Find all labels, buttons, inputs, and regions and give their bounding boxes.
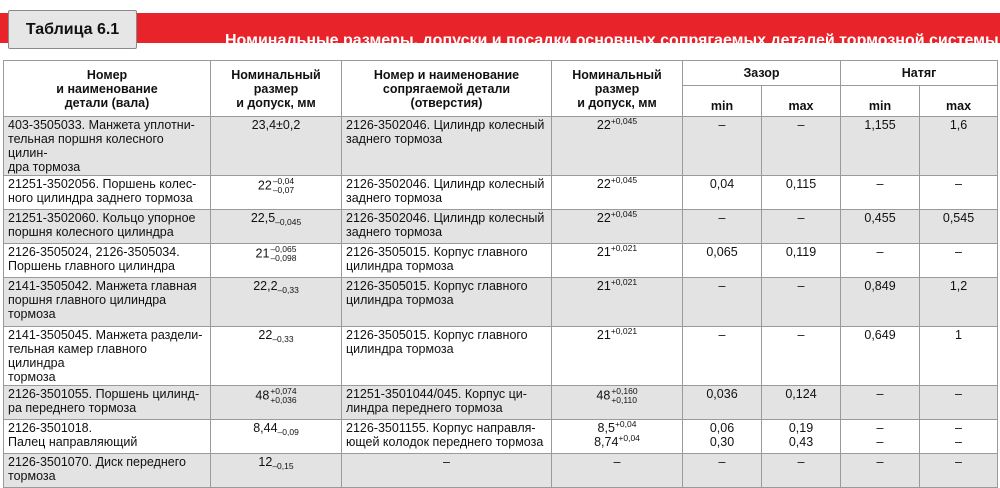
ss-size-value <box>215 211 337 225</box>
ss-size-cell <box>211 278 342 327</box>
interference-max: 1 <box>955 328 962 342</box>
header-clearance-max: max <box>762 86 841 117</box>
fits-table <box>3 60 998 488</box>
clearance-min-cell <box>683 278 762 327</box>
hole-name: 2126-3505015. Корпус главного цилиндра тормоза <box>346 328 528 356</box>
ss-size-base: 12 <box>258 455 273 469</box>
shaft-name: 2126-3501070. Диск переднего тормоза <box>8 455 186 483</box>
ss-size-cell <box>211 176 342 210</box>
hs-size-base: 21 <box>596 328 611 342</box>
shaft-name-cell <box>4 327 211 386</box>
ss-size-base: 23,4±0,2 <box>251 118 301 132</box>
interference-max: – – <box>955 421 962 449</box>
clearance-min: 0,036 <box>706 387 738 401</box>
clearance-min-cell <box>683 244 762 278</box>
shaft-name-cell <box>4 117 211 176</box>
ss-size-value <box>215 328 337 342</box>
interference-min-cell <box>841 386 920 420</box>
interference-max-cell <box>920 327 998 386</box>
table-row <box>4 327 998 386</box>
interference-min: 0,455 <box>864 211 896 225</box>
header-clearance-min: min <box>683 86 762 117</box>
clearance-min: 0,065 <box>706 245 738 259</box>
hs-size-cell <box>552 117 683 176</box>
ss-size-value <box>215 279 337 293</box>
ss-tolerance-lower: –0,33 <box>277 285 299 295</box>
shaft-name-cell <box>4 454 211 488</box>
ss-tolerance-lower: –0,098 <box>270 253 297 263</box>
hole-name-cell <box>342 454 552 488</box>
shaft-name-cell <box>4 278 211 327</box>
ss-tolerance-lower: –0,045 <box>275 217 302 227</box>
table-row <box>4 386 998 420</box>
clearance-min-cell <box>683 420 762 454</box>
hole-name: 2126-3505015. Корпус главного цилиндра тормоза <box>346 279 528 307</box>
interference-min: – <box>876 387 884 401</box>
interference-min: – <box>876 177 884 191</box>
clearance-max: – <box>797 279 805 293</box>
clearance-min: 0,04 <box>709 177 735 191</box>
shaft-name: 21251-3502056. Поршень колес- ного цилиндра заднего тормоза <box>8 177 197 205</box>
interference-max-cell <box>920 420 998 454</box>
interference-max-cell <box>920 386 998 420</box>
hs-size-value <box>556 435 678 449</box>
interference-max: – <box>955 177 962 191</box>
interference-max: 1,2 <box>949 279 968 293</box>
clearance-min: 0,06 0,30 <box>709 421 735 449</box>
interference-min: – <box>876 245 884 259</box>
ss-size-cell <box>211 386 342 420</box>
table-title: Номинальные размеры, допуски и посадки основных сопрягаемых деталей тормозной системы <box>225 32 999 49</box>
clearance-max-cell <box>762 420 841 454</box>
interference-max: – <box>955 387 962 401</box>
clearance-max-cell <box>762 278 841 327</box>
header-interference: Натяг <box>841 61 998 86</box>
shaft-name: 2141-3505042. Манжета главная поршня главного цилиндра тормоза <box>8 279 197 321</box>
header-interference-max: max <box>920 86 998 117</box>
hs-size-cell <box>552 454 683 488</box>
table-row <box>4 176 998 210</box>
ss-size-base: 22 <box>258 328 273 342</box>
clearance-max-cell <box>762 176 841 210</box>
hs-size-value <box>556 118 678 132</box>
interference-min: 0,649 <box>864 328 896 342</box>
header-shaft: Номер и наименование детали (вала) <box>4 61 211 117</box>
clearance-min: – <box>718 328 726 342</box>
clearance-max: – <box>797 211 805 225</box>
ss-size-base: 22 <box>257 178 272 193</box>
clearance-min: – <box>718 455 726 469</box>
hs-tolerance-upper: +0,045 <box>610 175 638 185</box>
clearance-min-cell <box>683 117 762 176</box>
hs-size-cell <box>552 386 683 420</box>
table-row <box>4 278 998 327</box>
hs-size-value <box>556 211 678 225</box>
hs-size-value <box>556 245 678 259</box>
hs-size-cell <box>552 327 683 386</box>
hole-name: 2126-3505015. Корпус главного цилиндра тормоза <box>346 245 528 273</box>
clearance-min-cell <box>683 454 762 488</box>
hole-name: 2126-3502046. Цилиндр колесный заднего тормоза <box>346 211 545 239</box>
table-number-label: Таблица 6.1 <box>8 10 137 49</box>
ss-tolerance <box>270 245 296 263</box>
ss-tolerance-upper: +0,074 <box>270 386 297 396</box>
header-clearance: Зазор <box>683 61 841 86</box>
clearance-max-cell <box>762 210 841 244</box>
hs-size-base: 21 <box>596 245 611 259</box>
interference-min: 1,155 <box>864 118 896 132</box>
hole-name-cell <box>342 176 552 210</box>
hs-size-value <box>556 177 678 191</box>
interference-min: – – <box>876 421 884 449</box>
hole-name-cell <box>342 420 552 454</box>
table-body <box>4 117 998 488</box>
shaft-name: 403-3505033. Манжета уплотни- тельная поршня колесного цилин- дра тормоза <box>8 118 195 174</box>
shaft-name: 2126-3501018. Палец направляющий <box>8 421 138 449</box>
hs-size-cell <box>552 210 683 244</box>
shaft-name-cell <box>4 210 211 244</box>
hole-name: 2126-3501155. Корпус направля- ющей колодок переднего тормоза <box>346 421 544 449</box>
interference-min-cell <box>841 117 920 176</box>
ss-tolerance <box>270 387 296 405</box>
interference-min-cell <box>841 278 920 327</box>
ss-size-cell <box>211 244 342 278</box>
hole-name-cell <box>342 210 552 244</box>
ss-size-cell <box>211 327 342 386</box>
interference-max-cell <box>920 244 998 278</box>
shaft-name: 2126-3501055. Поршень цилинд- ра переднего тормоза <box>8 387 200 415</box>
hs-size-value <box>556 328 678 342</box>
ss-tolerance-lower: +0,036 <box>270 395 297 405</box>
clearance-max: – <box>797 328 805 342</box>
table-header-bar <box>0 0 1000 60</box>
hs-size-cell <box>552 420 683 454</box>
clearance-min-cell <box>683 327 762 386</box>
hs-tolerance-upper: +0,04 <box>618 433 640 443</box>
ss-tolerance-upper: –0,065 <box>270 244 297 254</box>
interference-max-cell <box>920 117 998 176</box>
ss-size-value <box>215 245 337 263</box>
hs-size-cell <box>552 278 683 327</box>
hs-tolerance-upper: +0,021 <box>610 243 638 253</box>
shaft-name-cell <box>4 244 211 278</box>
title-band <box>0 13 1000 49</box>
interference-max: 1,6 <box>949 118 968 132</box>
hs-size-base: 22 <box>596 177 611 191</box>
ss-size-cell <box>211 420 342 454</box>
header-interference-min: min <box>841 86 920 117</box>
ss-size-base: 22,5 <box>250 211 276 225</box>
hs-size-value <box>556 387 678 405</box>
ss-size-cell <box>211 210 342 244</box>
interference-max-cell <box>920 454 998 488</box>
ss-tolerance-upper: –0,04 <box>272 176 295 186</box>
clearance-max: – <box>797 118 805 132</box>
ss-size-value <box>215 455 337 469</box>
interference-max-cell <box>920 278 998 327</box>
hole-name: 2126-3502046. Цилиндр колесный заднего тормоза <box>346 118 545 146</box>
shaft-name-cell <box>4 386 211 420</box>
hs-size-base: 8,5 <box>597 421 615 435</box>
clearance-max-cell <box>762 454 841 488</box>
clearance-max: 0,124 <box>785 387 817 401</box>
hs-tolerance-upper: +0,021 <box>610 326 638 336</box>
hs-size-base: 21 <box>596 279 611 293</box>
ss-size-value <box>215 118 337 132</box>
hole-name: 21251-3501044/045. Корпус ци- линдра переднего тормоза <box>346 387 527 415</box>
hs-tolerance-lower: +0,110 <box>611 395 637 405</box>
clearance-min: – <box>718 118 726 132</box>
shaft-name: 21251-3502060. Кольцо упорное поршня колесного цилиндра <box>8 211 196 239</box>
hole-name-cell <box>342 386 552 420</box>
header-shaft-size: Номинальный размер и допуск, мм <box>211 61 342 117</box>
interference-min-cell <box>841 210 920 244</box>
hs-size-base: – <box>613 455 621 469</box>
ss-size-cell <box>211 454 342 488</box>
interference-min-cell <box>841 244 920 278</box>
ss-size-base: 21 <box>255 246 270 261</box>
hole-name-cell <box>342 117 552 176</box>
hs-size-cell <box>552 176 683 210</box>
clearance-max-cell <box>762 117 841 176</box>
table-row <box>4 210 998 244</box>
ss-size-value <box>215 177 337 195</box>
ss-tolerance-lower: –0,33 <box>272 334 294 344</box>
interference-min-cell <box>841 420 920 454</box>
hole-name-cell <box>342 244 552 278</box>
hole-name-cell <box>342 278 552 327</box>
header-hole: Номер и наименование сопрягаемой детали (отверстия) <box>342 61 552 117</box>
ss-size-base: 22,2 <box>253 279 278 293</box>
hole-name: – <box>443 455 450 469</box>
shaft-name: 2141-3505045. Манжета раздели- тельная камер главного цилиндра тормоза <box>8 328 203 384</box>
clearance-max: 0,119 <box>785 245 817 259</box>
clearance-min-cell <box>683 176 762 210</box>
clearance-min-cell <box>683 210 762 244</box>
hole-name: 2126-3502046. Цилиндр колесный заднего тормоза <box>346 177 545 205</box>
header-hole-size: Номинальный размер и допуск, мм <box>552 61 683 117</box>
hs-size-base: 48 <box>596 388 611 403</box>
interference-max-cell <box>920 210 998 244</box>
interference-max: – <box>955 455 962 469</box>
interference-min: 0,849 <box>864 279 896 293</box>
ss-size-value <box>215 387 337 405</box>
clearance-max-cell <box>762 244 841 278</box>
interference-max: – <box>955 245 962 259</box>
hs-tolerance <box>611 387 637 405</box>
hs-size-base: 22 <box>596 118 611 132</box>
interference-max-cell <box>920 176 998 210</box>
clearance-min: – <box>718 279 726 293</box>
hs-tolerance-upper: +0,04 <box>614 419 637 429</box>
ss-tolerance <box>273 177 294 195</box>
ss-size-base: 48 <box>255 388 270 403</box>
interference-max: 0,545 <box>942 211 975 225</box>
shaft-name: 2126-3505024, 2126-3505034. Поршень главного цилиндра <box>8 245 180 273</box>
hs-size-value <box>556 421 678 435</box>
interference-min: – <box>876 455 884 469</box>
hs-tolerance-upper: +0,045 <box>610 116 638 126</box>
shaft-name-cell <box>4 420 211 454</box>
ss-size-cell <box>211 117 342 176</box>
table-row <box>4 454 998 488</box>
ss-size-base: 8,44 <box>253 421 278 435</box>
hs-size-value <box>556 279 678 293</box>
table-row <box>4 244 998 278</box>
interference-min-cell <box>841 327 920 386</box>
clearance-min-cell <box>683 386 762 420</box>
hs-size-base: 22 <box>596 211 611 225</box>
clearance-max: – <box>797 455 805 469</box>
ss-tolerance-lower: –0,09 <box>277 427 299 437</box>
hs-tolerance-upper: +0,045 <box>610 209 638 219</box>
ss-size-value <box>215 421 337 435</box>
clearance-min: – <box>718 211 726 225</box>
hs-tolerance-upper: +0,021 <box>610 277 638 287</box>
ss-tolerance-lower: –0,15 <box>272 461 294 471</box>
interference-min-cell <box>841 176 920 210</box>
table-row <box>4 117 998 176</box>
clearance-max: 0,19 0,43 <box>788 421 814 449</box>
shaft-name-cell <box>4 176 211 210</box>
interference-min-cell <box>841 454 920 488</box>
clearance-max-cell <box>762 386 841 420</box>
hs-tolerance-upper: +0,160 <box>611 386 638 396</box>
clearance-max: 0,115 <box>785 177 817 191</box>
hs-size-cell <box>552 244 683 278</box>
clearance-max-cell <box>762 327 841 386</box>
table-row <box>4 420 998 454</box>
hole-name-cell <box>342 327 552 386</box>
hs-size-base: 8,74 <box>594 435 619 449</box>
hs-size-value <box>556 455 678 469</box>
ss-tolerance-lower: –0,07 <box>272 185 295 195</box>
